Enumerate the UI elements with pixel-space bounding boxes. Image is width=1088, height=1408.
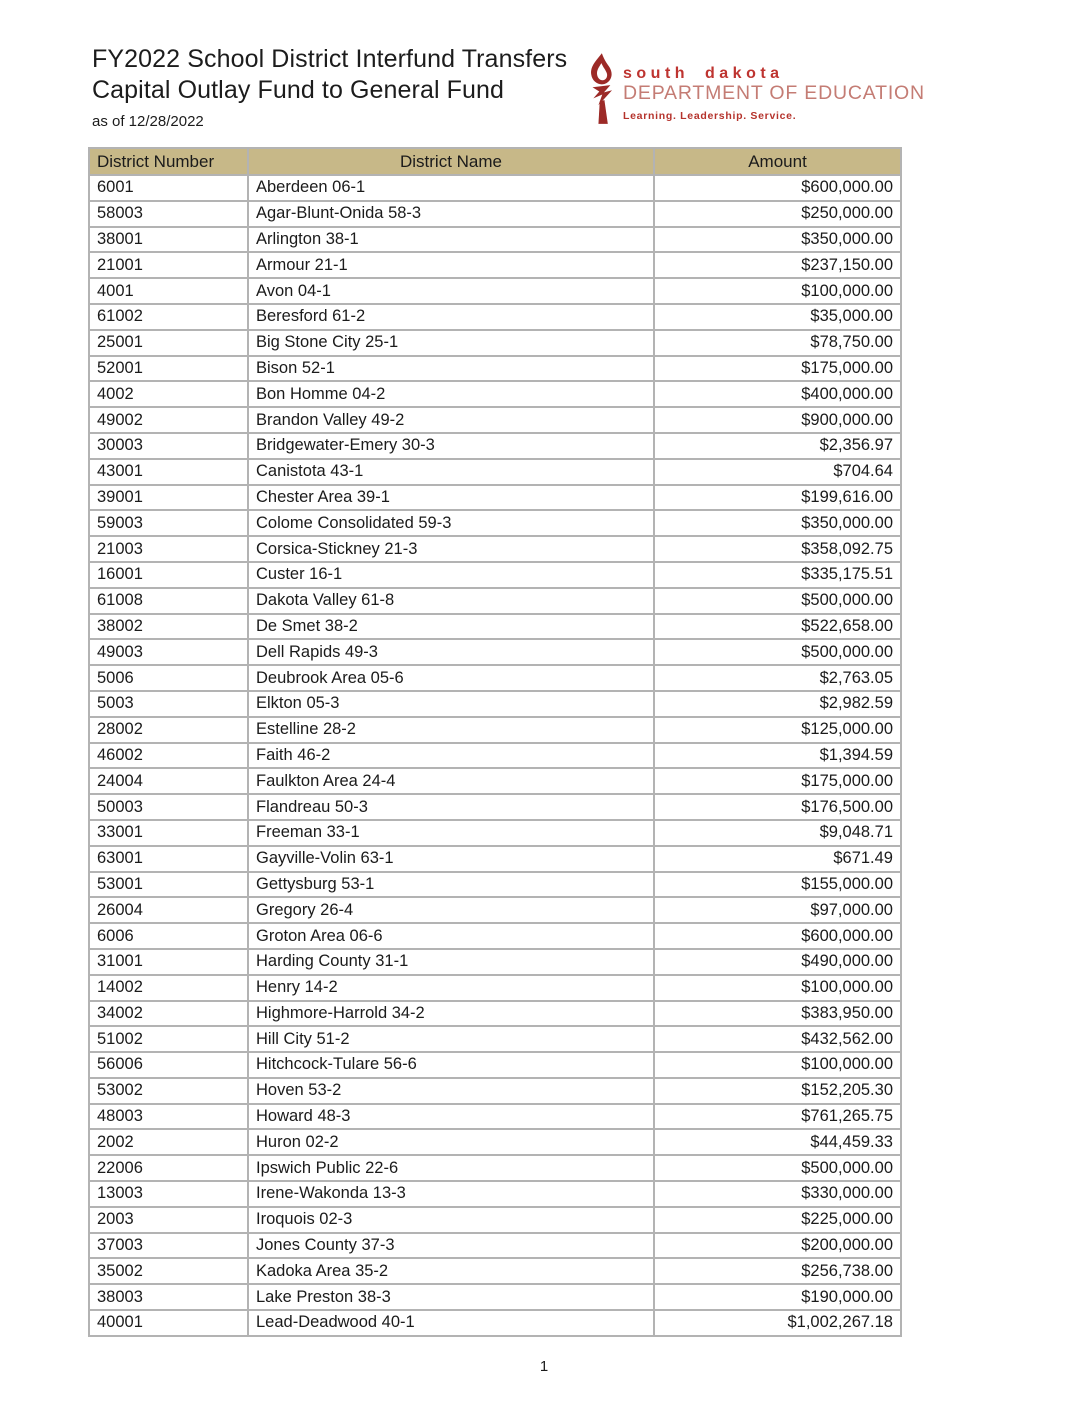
table-row [89,639,901,665]
district-name-cell: Bon Homme 04-2 [248,381,654,407]
amount-cell: $78,750.00 [654,330,901,356]
amount-cell: $237,150.00 [654,252,901,278]
table-row [89,949,901,975]
district-name-cell: Iroquois 02-3 [248,1207,654,1233]
district-name-cell: Gayville-Volin 63-1 [248,846,654,872]
amount-cell: $500,000.00 [654,1155,901,1181]
amount-cell: $190,000.00 [654,1284,901,1310]
amount-cell: $2,763.05 [654,665,901,691]
district-number-cell: 38003 [89,1284,248,1310]
district-name-cell: Ipswich Public 22-6 [248,1155,654,1181]
district-name-cell: Jones County 37-3 [248,1233,654,1259]
page-title-line2: Capital Outlay Fund to General Fund [92,76,505,104]
district-number-cell: 5003 [89,691,248,717]
table-row [89,768,901,794]
amount-cell: $490,000.00 [654,949,901,975]
amount-cell: $400,000.00 [654,381,901,407]
district-number-cell: 38001 [89,227,248,253]
district-name-cell: Colome Consolidated 59-3 [248,510,654,536]
district-name-cell: Flandreau 50-3 [248,794,654,820]
district-number-cell: 58003 [89,201,248,227]
district-number-cell: 61002 [89,304,248,330]
district-name-cell: De Smet 38-2 [248,614,654,640]
amount-cell: $335,175.51 [654,562,901,588]
amount-cell: $200,000.00 [654,1233,901,1259]
table-row [89,1207,901,1233]
district-number-cell: 26004 [89,897,248,923]
district-name-cell: Bridgewater-Emery 30-3 [248,433,654,459]
district-name-cell: Lead-Deadwood 40-1 [248,1310,654,1336]
district-name-cell: Canistota 43-1 [248,459,654,485]
district-number-cell: 35002 [89,1258,248,1284]
district-number-cell: 49003 [89,639,248,665]
table-header-row [89,148,901,175]
table-row [89,1052,901,1078]
table-row [89,1001,901,1027]
district-name-cell: Faith 46-2 [248,743,654,769]
amount-cell: $155,000.00 [654,872,901,898]
amount-cell: $350,000.00 [654,227,901,253]
district-number-cell: 6001 [89,175,248,201]
amount-cell: $600,000.00 [654,923,901,949]
district-name-cell: Hitchcock-Tulare 56-6 [248,1052,654,1078]
amount-cell: $2,356.97 [654,433,901,459]
district-number-cell: 21001 [89,252,248,278]
table-header [89,148,901,175]
district-name-cell: Elkton 05-3 [248,691,654,717]
amount-cell: $100,000.00 [654,278,901,304]
district-name-cell: Dakota Valley 61-8 [248,588,654,614]
district-number-cell: 22006 [89,1155,248,1181]
district-name-cell: Kadoka Area 35-2 [248,1258,654,1284]
table-row [89,227,901,253]
table-row [89,665,901,691]
table-row [89,304,901,330]
as-of-date: as of 12/28/2022 [92,113,204,130]
table-row [89,381,901,407]
amount-cell: $9,048.71 [654,820,901,846]
amount-cell: $125,000.00 [654,717,901,743]
district-number-cell: 38002 [89,614,248,640]
amount-cell: $199,616.00 [654,485,901,511]
district-number-cell: 43001 [89,459,248,485]
district-number-cell: 53002 [89,1078,248,1104]
table-row [89,897,901,923]
district-number-cell: 4002 [89,381,248,407]
district-name-cell: Irene-Wakonda 13-3 [248,1181,654,1207]
table-row [89,1104,901,1130]
table-row [89,1258,901,1284]
district-name-cell: Highmore-Harrold 34-2 [248,1001,654,1027]
amount-cell: $100,000.00 [654,975,901,1001]
district-number-cell: 49002 [89,407,248,433]
district-number-cell: 30003 [89,433,248,459]
district-name-cell: Arlington 38-1 [248,227,654,253]
district-number-cell: 37003 [89,1233,248,1259]
amount-cell: $225,000.00 [654,1207,901,1233]
table-row [89,510,901,536]
table-row [89,330,901,356]
page-number: 1 [539,1358,549,1375]
table-row [89,1026,901,1052]
district-name-cell: Dell Rapids 49-3 [248,639,654,665]
column-header-district-number: District Number [89,148,248,175]
district-number-cell: 34002 [89,1001,248,1027]
district-name-cell: Gettysburg 53-1 [248,872,654,898]
table-row [89,356,901,382]
amount-cell: $35,000.00 [654,304,901,330]
district-number-cell: 52001 [89,356,248,382]
amount-cell: $383,950.00 [654,1001,901,1027]
amount-cell: $175,000.00 [654,768,901,794]
amount-cell: $1,002,267.18 [654,1310,901,1336]
transfers-table [88,147,902,1337]
table-row [89,252,901,278]
logo-tagline: Learning. Leadership. Service. [623,110,797,122]
district-number-cell: 25001 [89,330,248,356]
amount-cell: $358,092.75 [654,536,901,562]
district-name-cell: Armour 21-1 [248,252,654,278]
district-name-cell: Hoven 53-2 [248,1078,654,1104]
district-name-cell: Custer 16-1 [248,562,654,588]
amount-cell: $175,000.00 [654,356,901,382]
amount-cell: $100,000.00 [654,1052,901,1078]
district-number-cell: 6006 [89,923,248,949]
district-number-cell: 51002 [89,1026,248,1052]
district-number-cell: 61008 [89,588,248,614]
amount-cell: $671.49 [654,846,901,872]
district-number-cell: 4001 [89,278,248,304]
table-row [89,536,901,562]
district-name-cell: Agar-Blunt-Onida 58-3 [248,201,654,227]
district-number-cell: 28002 [89,717,248,743]
amount-cell: $44,459.33 [654,1129,901,1155]
district-name-cell: Groton Area 06-6 [248,923,654,949]
table-row [89,846,901,872]
district-name-cell: Corsica-Stickney 21-3 [248,536,654,562]
table-row [89,1129,901,1155]
logo-brand-bottom: DEPARTMENT OF EDUCATION [623,82,925,104]
table-row [89,1310,901,1336]
district-name-cell: Huron 02-2 [248,1129,654,1155]
district-number-cell: 14002 [89,975,248,1001]
district-number-cell: 39001 [89,485,248,511]
district-number-cell: 33001 [89,820,248,846]
table-row [89,562,901,588]
district-number-cell: 2002 [89,1129,248,1155]
amount-cell: $350,000.00 [654,510,901,536]
amount-cell: $600,000.00 [654,175,901,201]
page-title-line1: FY2022 School District Interfund Transfers [92,45,568,73]
district-number-cell: 31001 [89,949,248,975]
amount-cell: $97,000.00 [654,897,901,923]
amount-cell: $522,658.00 [654,614,901,640]
district-name-cell: Brandon Valley 49-2 [248,407,654,433]
district-number-cell: 21003 [89,536,248,562]
table-row [89,975,901,1001]
logo-text [623,52,925,122]
district-name-cell: Hill City 51-2 [248,1026,654,1052]
amount-cell: $152,205.30 [654,1078,901,1104]
table-row [89,485,901,511]
table-row [89,1078,901,1104]
district-name-cell: Aberdeen 06-1 [248,175,654,201]
district-number-cell: 40001 [89,1310,248,1336]
district-number-cell: 2003 [89,1207,248,1233]
table-row [89,175,901,201]
district-name-cell: Bison 52-1 [248,356,654,382]
table-row [89,407,901,433]
amount-cell: $432,562.00 [654,1026,901,1052]
logo-brand-top: south dakota [623,65,784,82]
column-header-amount: Amount [654,148,901,175]
table-row [89,1284,901,1310]
table-row [89,743,901,769]
district-number-cell: 59003 [89,510,248,536]
district-name-cell: Avon 04-1 [248,278,654,304]
district-name-cell: Chester Area 39-1 [248,485,654,511]
amount-cell: $1,394.59 [654,743,901,769]
district-name-cell: Estelline 28-2 [248,717,654,743]
district-name-cell: Big Stone City 25-1 [248,330,654,356]
table-body [89,175,901,1336]
table-row [89,614,901,640]
table-row [89,872,901,898]
district-name-cell: Faulkton Area 24-4 [248,768,654,794]
district-number-cell: 63001 [89,846,248,872]
table-row [89,433,901,459]
district-name-cell: Gregory 26-4 [248,897,654,923]
amount-cell: $761,265.75 [654,1104,901,1130]
column-header-district-name: District Name [248,148,654,175]
district-name-cell: Deubrook Area 05-6 [248,665,654,691]
amount-cell: $500,000.00 [654,639,901,665]
district-number-cell: 50003 [89,794,248,820]
table-row [89,1233,901,1259]
district-number-cell: 16001 [89,562,248,588]
table-row [89,1181,901,1207]
table-row [89,588,901,614]
sd-doe-logo [584,52,925,131]
district-number-cell: 48003 [89,1104,248,1130]
table-row [89,794,901,820]
district-number-cell: 46002 [89,743,248,769]
district-name-cell: Lake Preston 38-3 [248,1284,654,1310]
amount-cell: $256,738.00 [654,1258,901,1284]
table-row [89,278,901,304]
table-row [89,201,901,227]
amount-cell: $330,000.00 [654,1181,901,1207]
amount-cell: $900,000.00 [654,407,901,433]
amount-cell: $704.64 [654,459,901,485]
table-row [89,691,901,717]
amount-cell: $176,500.00 [654,794,901,820]
district-number-cell: 24004 [89,768,248,794]
table-row [89,1155,901,1181]
district-name-cell: Harding County 31-1 [248,949,654,975]
table-row [89,717,901,743]
district-number-cell: 13003 [89,1181,248,1207]
document-header [92,44,567,130]
torch-icon [584,52,618,131]
table-row [89,459,901,485]
amount-cell: $500,000.00 [654,588,901,614]
district-number-cell: 53001 [89,872,248,898]
district-name-cell: Howard 48-3 [248,1104,654,1130]
table-row [89,923,901,949]
table-row [89,820,901,846]
district-number-cell: 5006 [89,665,248,691]
district-name-cell: Henry 14-2 [248,975,654,1001]
amount-cell: $250,000.00 [654,201,901,227]
district-name-cell: Freeman 33-1 [248,820,654,846]
amount-cell: $2,982.59 [654,691,901,717]
district-name-cell: Beresford 61-2 [248,304,654,330]
district-number-cell: 56006 [89,1052,248,1078]
